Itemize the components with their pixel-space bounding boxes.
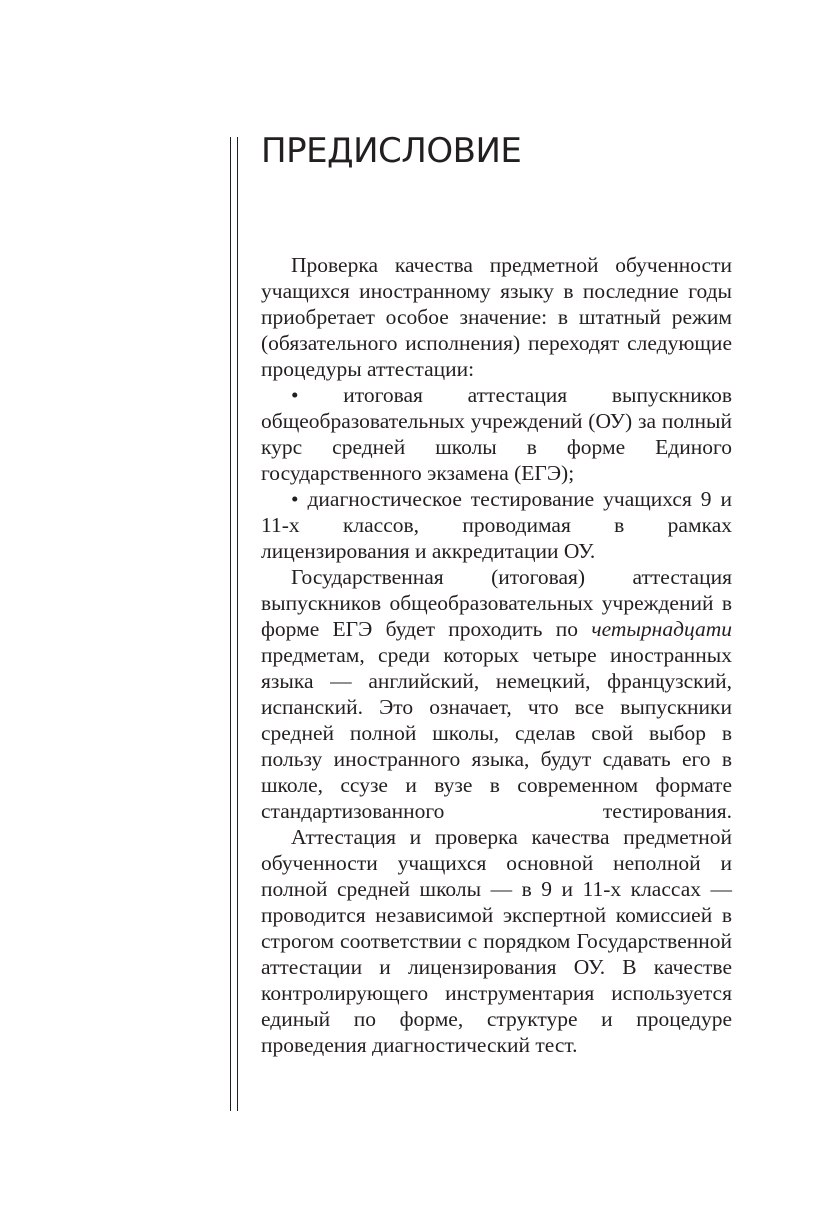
paragraph-text-before: Государственная (итоговая) аттестация выпускников общеобразовательных учреждений в форме ЕГЭ будет проходить по: [261, 565, 732, 641]
bullet-text: итоговая аттестация выпускников общеобразовательных учреждений (ОУ) за полный курс средней школы в форме Единого государственного экзамена (ЕГЭ);: [261, 383, 732, 485]
body-text: [261, 252, 732, 1058]
paragraph-intro: Проверка качества предметной обученности учащихся иностранному языку в последние годы приобретает особое значение: в штатный режим (обязательного исполнения) переходят следующие процедуры аттестации:: [261, 253, 732, 381]
bullet-item-ege: [261, 382, 732, 486]
margin-rule-outer: [230, 137, 231, 1111]
margin-rule-inner: [237, 137, 238, 1111]
paragraph-state-attestation: [261, 564, 732, 824]
emphasis-text: четырнадцати: [591, 617, 732, 641]
page-title: ПРЕДИСЛОВИЕ: [261, 131, 522, 171]
bullet-icon: •: [291, 383, 299, 407]
paragraph-attestation-commission: Аттестация и проверка качества предметной обученности учащихся основной неполной и полной средней школы — в 9 и 11-х классах — проводится независимой экспертной комиссией в строгом соответствии с порядком Государственной аттестации и лицензирования ОУ. В качестве контролирующего инструментария используется единый по форме, структуре и процедуре проведения диагностический тест.: [261, 825, 732, 1057]
paragraph-text-after: предметам, среди которых четыре иностранных языка — английский, немецкий, французский, испанский. Это означает, что все выпускники средней полной школы, сделав свой выбор в пользу иностранного языка, будут сдавать его в школе, ссузе и вузе в современном формате стандартизованного тестирования.: [261, 643, 732, 823]
bullet-item-diagnostic: [261, 486, 732, 564]
bullet-icon: •: [291, 487, 299, 511]
bullet-text: диагностическое тестирование учащихся 9 и 11-х классов, проводимая в рамках лицензирования и аккредитации ОУ.: [261, 487, 733, 563]
